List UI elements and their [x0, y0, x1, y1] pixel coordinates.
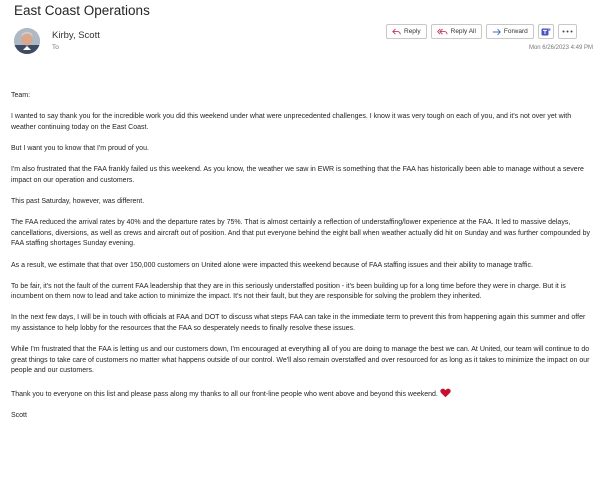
- more-actions-button[interactable]: [558, 24, 577, 39]
- avatar-photo-icon: [14, 28, 40, 54]
- paragraph-6: As a result, we estimate that that over 150,000 customers on United alone were impacted this weekend because of FAA staffing issues and their ability to manage traffic.: [11, 261, 533, 269]
- message-body: [11, 91, 595, 432]
- paragraph-5: The FAA reduced the arrival rates by 40% and the departure rates by 75%. That is almost certainly a reflection of understaffing/lower experience at the FAA. It led to massive delays, cancellations, diversions, as well as crews and aircraft out of position. And that put everyone behind the eight ball when weather actually did hit on Sunday and was further compounded by FAA staffing shortages Sunday evening.: [11, 219, 591, 248]
- paragraph-7: To be fair, it's not the fault of the current FAA leadership that they are in this seriously understaffed position - it's been building up for a long time before they were in charge. But it is incumbent on them now to lead and take action to minimize the impact. It's not their fault, but they are responsible for solving the problem they inherited.: [11, 282, 566, 301]
- reply-all-icon: [437, 28, 448, 36]
- reply-all-button[interactable]: [431, 24, 482, 39]
- to-label: To: [52, 44, 59, 51]
- reply-button[interactable]: [386, 24, 427, 39]
- greeting: Team:: [11, 92, 31, 99]
- teams-button[interactable]: [538, 24, 554, 39]
- paragraph-8: In the next few days, I will be in touch with officials at FAA and DOT to discuss what steps FAA can take in the immediate term to prevent this from happening again this summer and offer my assistance to help lobby for the resources that the FAA so desperately needs to finally resolve these issues.: [11, 314, 586, 333]
- signature: Scott: [11, 411, 27, 419]
- forward-label: Forward: [503, 28, 528, 35]
- reply-label: Reply: [404, 28, 421, 35]
- reply-icon: [392, 28, 401, 36]
- sent-datetime: Mon 6/26/2023 4:49 PM: [528, 45, 593, 51]
- more-icon: [562, 30, 573, 33]
- email-subject: East Coast Operations: [14, 3, 150, 18]
- message-actions: [386, 24, 577, 39]
- sender-name[interactable]: Kirby, Scott: [52, 30, 100, 41]
- paragraph-1: I wanted to say thank you for the incredible work you did this weekend under what were unprecedented challenges. I know it was very tough on each of you, and it's not over yet with weather continuing today on the East Coast.: [11, 113, 572, 131]
- teams-icon: [541, 27, 551, 37]
- heart-icon: [440, 388, 451, 398]
- forward-button[interactable]: [486, 24, 534, 39]
- forward-icon: [492, 28, 501, 36]
- paragraph-9: While I'm frustrated that the FAA is letting us and our customers down, I'm encouraged at everything all of you are doing to manage the best we can. At United, our team will continue to do great things to take care of customers no matter what happens outside of our control. We'll also remain overstaffed and over resourced for as long as it takes to minimize the impact on our people and our customers.: [11, 346, 590, 375]
- paragraph-3: I'm also frustrated that the FAA frankly failed us this weekend. As you know, the weather we saw in EWR is something that the FAA has historically been able to manage without a severe impact on our operation and customers.: [11, 166, 584, 184]
- sender-avatar[interactable]: [14, 28, 40, 54]
- paragraph-2: But I want you to know that I'm proud of you.: [11, 144, 149, 152]
- closing-thanks: Thank you to everyone on this list and please pass along my thanks to all our front-line people who went above and beyond this weekend.: [11, 390, 438, 398]
- paragraph-10: [11, 388, 595, 401]
- reply-all-label: Reply All: [450, 28, 476, 35]
- paragraph-4: This past Saturday, however, was different.: [11, 197, 145, 205]
